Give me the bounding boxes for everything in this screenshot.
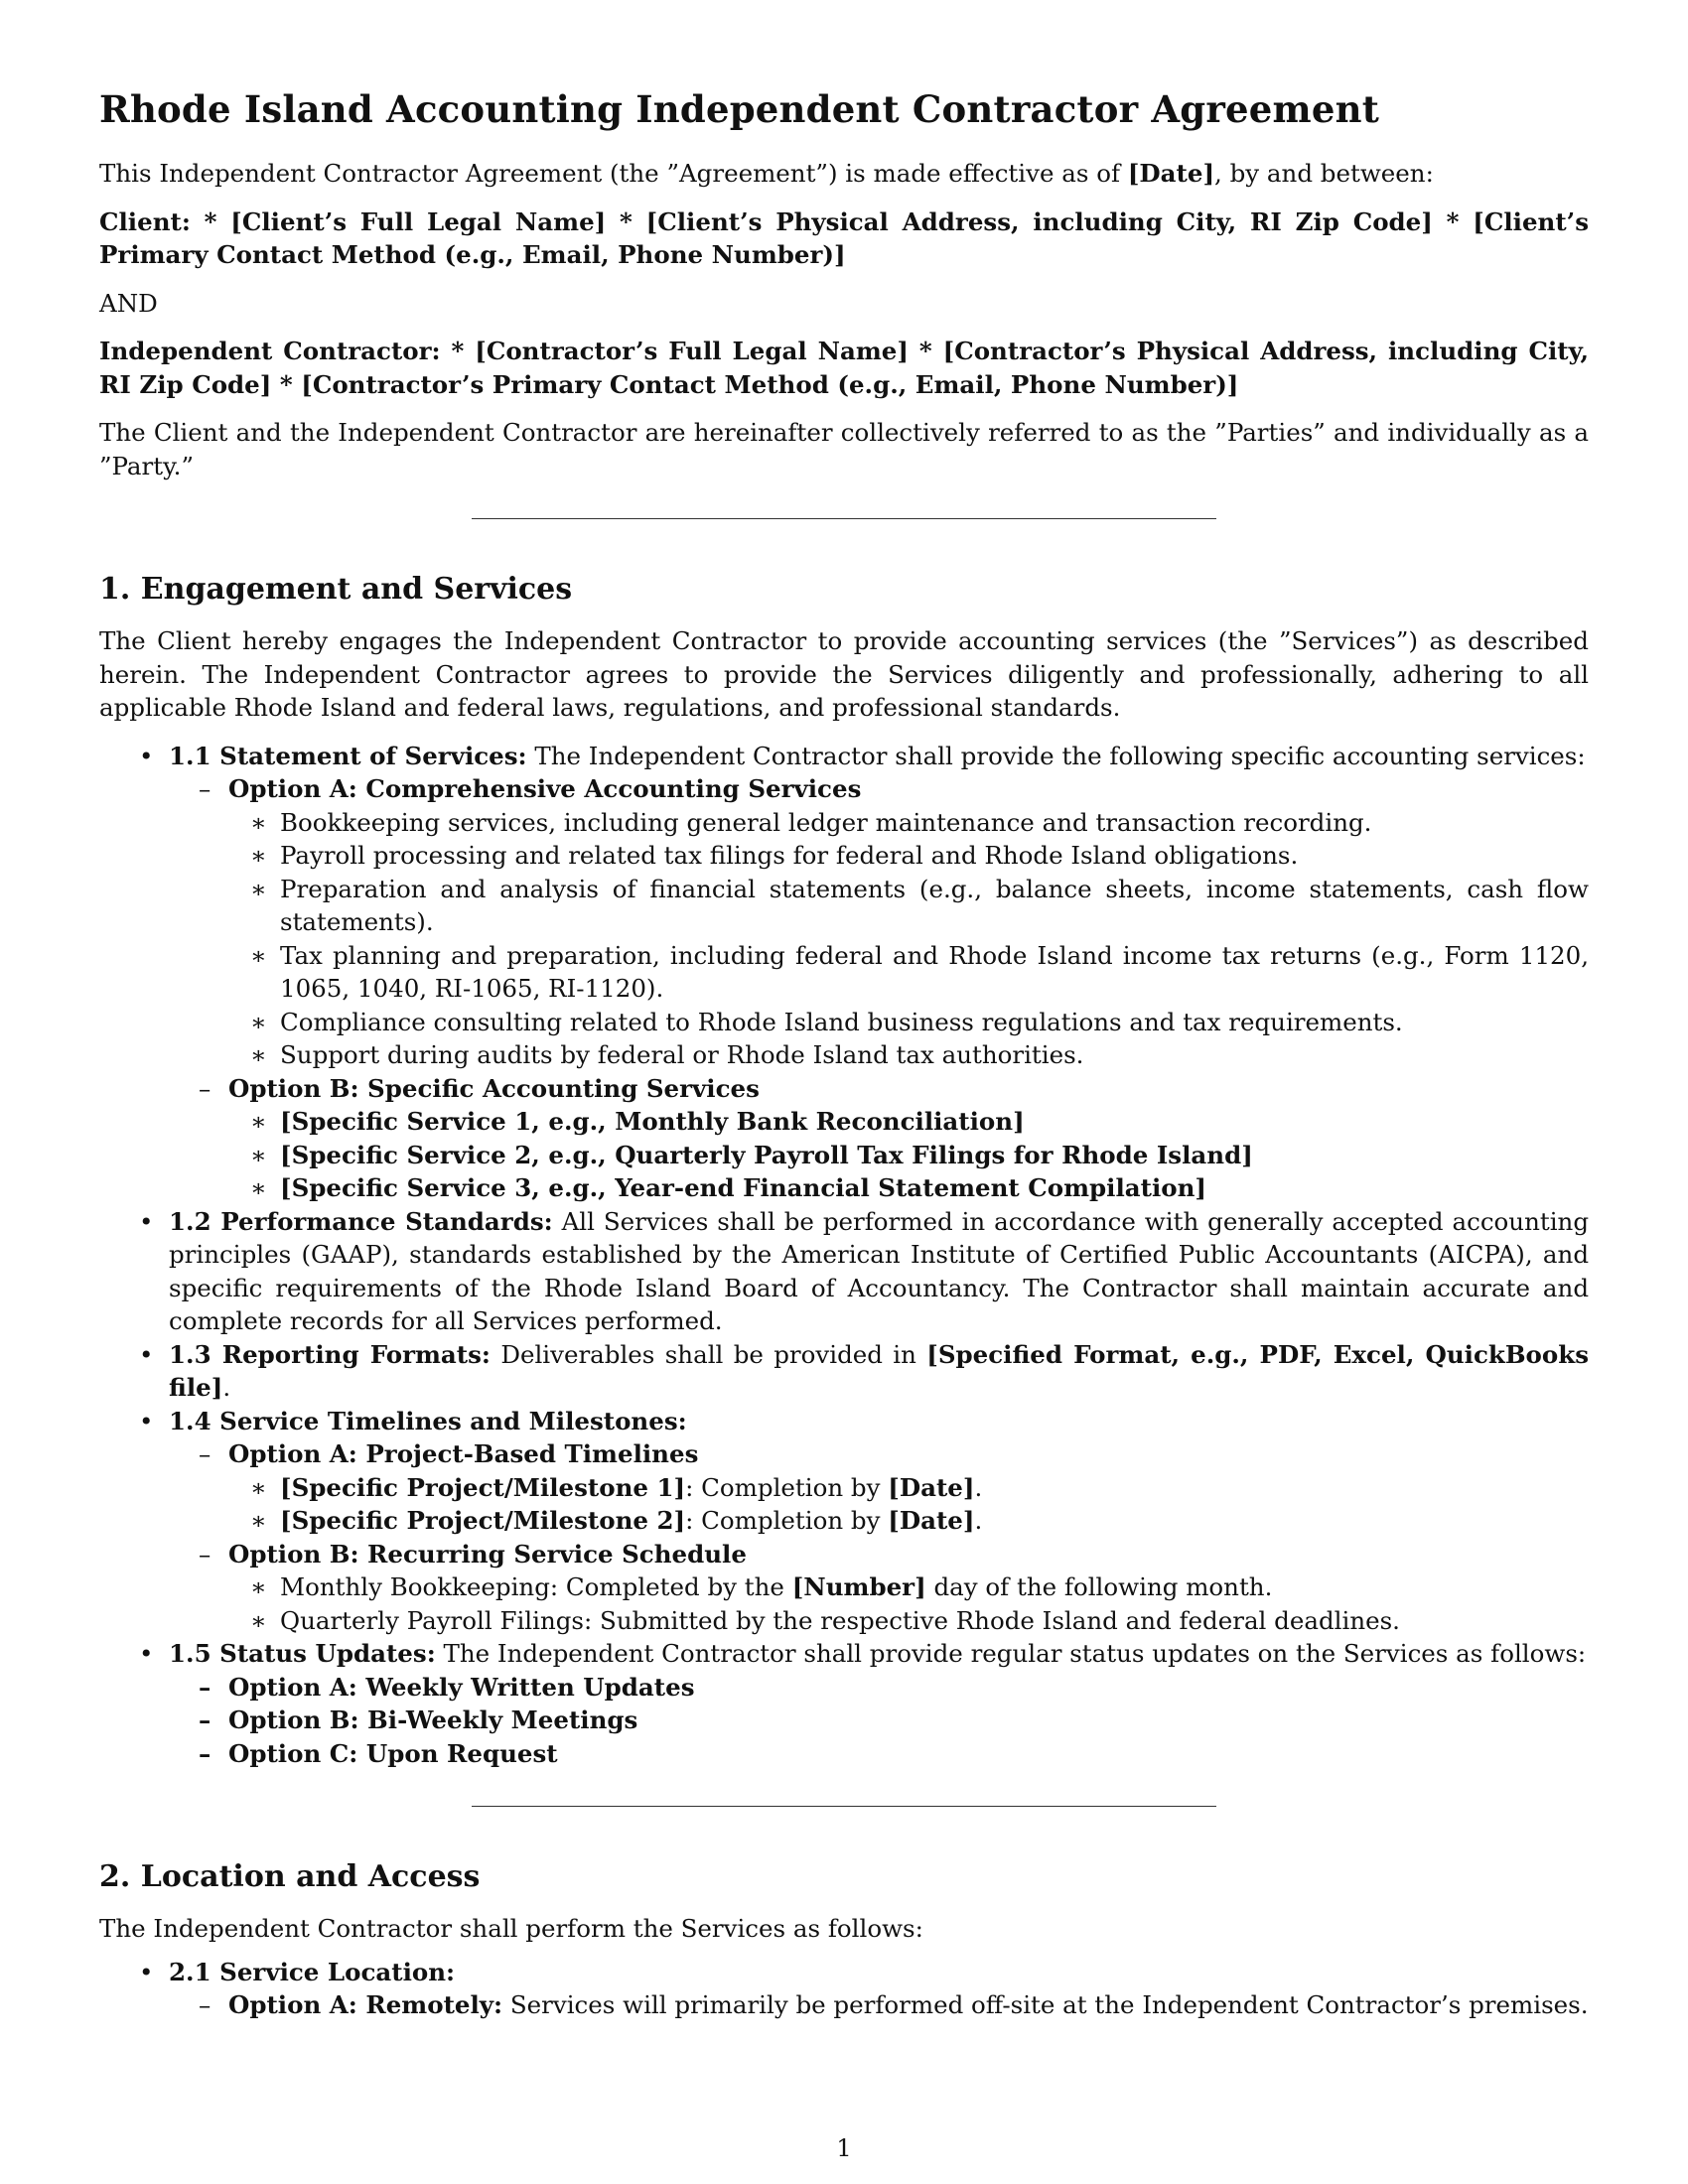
dash-marker: – — [199, 1990, 211, 2019]
item-text: All Services shall be performed in accordance with generally accepted accounting principles (GAAP), standards established by the American Institute of Certified Public Accountants (AICPA), and specific requirements of the Rhode Island Board of Accountancy. The Contractor shall maintain accurate and complete records for all Services performed. — [169, 1206, 1589, 1335]
section-2-intro: The Independent Contractor shall perform the Services as follows: — [99, 1914, 923, 1943]
sublist — [228, 1471, 1589, 1538]
list-item-text: : Completion by — [685, 1506, 889, 1535]
item-text: The Independent Contractor shall provide regular status updates on the Services as follows: — [435, 1639, 1587, 1668]
asterisk-marker: ∗ — [250, 1173, 267, 1202]
intro-text-end: , by and between: — [1214, 159, 1434, 188]
bullet-marker: • — [139, 741, 154, 770]
date-placeholder: [Date] — [888, 1506, 975, 1535]
option-c-upon-request — [99, 1737, 1589, 1771]
asterisk-marker: ∗ — [250, 1506, 267, 1535]
dash-marker: – — [199, 1738, 211, 1768]
list-item-1-5 — [99, 1637, 1589, 1770]
list-item-text-end: . — [974, 1472, 983, 1502]
sublist — [228, 1105, 1589, 1205]
asterisk-marker: ∗ — [250, 807, 267, 837]
option-label: Option A: Weekly Written Updates — [228, 1672, 695, 1702]
asterisk-marker: ∗ — [250, 1605, 267, 1635]
item-label: 1.3 Reporting Formats: — [169, 1339, 491, 1369]
list-item — [99, 1171, 1589, 1205]
item-label: 1.4 Service Timelines and Milestones: — [169, 1406, 687, 1435]
list-item-text: Bookkeeping services, including general ledger maintenance and transaction recording. — [280, 807, 1372, 837]
list-item-1-4 — [99, 1405, 1589, 1638]
dash-marker: – — [199, 1672, 211, 1702]
sublist — [169, 1988, 1589, 2022]
and-separator: AND — [99, 288, 158, 318]
client-details: * [Client’s Full Legal Name] * [Client’s Physical Address, including City, RI Zip Code] * [Client’s Primary Contact Method (e.g., Email, Phone Number)] — [99, 206, 1589, 269]
list-item-text-end: day of the following month. — [925, 1572, 1273, 1601]
asterisk-marker: ∗ — [250, 1040, 267, 1069]
item-label: 1.1 Statement of Services: — [169, 741, 527, 770]
list-item-text: : Completion by — [685, 1472, 889, 1502]
asterisk-marker: ∗ — [250, 1572, 267, 1601]
list-item — [99, 1604, 1589, 1638]
list-item-text: Monthly Bookkeeping: Completed by the — [280, 1572, 792, 1601]
option-label: Option C: Upon Request — [228, 1738, 558, 1768]
milestone-placeholder: [Specific Project/Milestone 2] — [280, 1506, 686, 1535]
list-item-text: Payroll processing and related tax filings for federal and Rhode Island obligations. — [280, 841, 1299, 870]
list-item — [99, 1038, 1589, 1072]
list-item — [99, 1139, 1589, 1172]
dash-marker: – — [199, 774, 211, 803]
item-label: 2.1 Service Location: — [169, 1957, 456, 1986]
intro-text: This Independent Contractor Agreement (the ”Agreement”) is made effective as of — [99, 159, 1128, 188]
option-label: Option A: Project-Based Timelines — [228, 1439, 699, 1468]
list-item — [99, 806, 1589, 840]
section-1-intro: The Client hereby engages the Independent Contractor to provide accounting services (the ”Services”) as described herein. The Independent Contractor agrees to provide the Services diligently and professionally, adhering to all applicable Rhode Island and federal laws, regulations, and professional standards. — [99, 626, 1589, 722]
list-item-1-2 — [99, 1205, 1589, 1338]
asterisk-marker: ∗ — [250, 841, 267, 870]
sublist — [169, 1437, 1589, 1637]
list-item — [99, 1471, 1589, 1505]
client-label: Client: — [99, 206, 191, 236]
list-item — [99, 839, 1589, 873]
sublist — [228, 806, 1589, 1072]
section-1-list — [99, 740, 1589, 1771]
date-placeholder: [Date] — [888, 1472, 975, 1502]
item-label: 1.5 Status Updates: — [169, 1639, 436, 1668]
number-placeholder: [Number] — [791, 1572, 926, 1601]
intro-paragraph — [99, 157, 1589, 191]
asterisk-marker: ∗ — [250, 1472, 267, 1502]
asterisk-marker: ∗ — [250, 1107, 267, 1136]
contractor-block — [99, 335, 1589, 401]
option-label: Option B: Specific Accounting Services — [228, 1073, 760, 1103]
option-text: Services will primarily be performed off-site at the Independent Contractor’s premises. — [502, 1990, 1589, 2019]
item-text: The Independent Contractor shall provide the following specific accounting services: — [526, 741, 1586, 770]
page-number: 1 — [836, 2134, 852, 2162]
list-item-text: [Specific Service 3, e.g., Year-end Financial Statement Compilation] — [280, 1173, 1207, 1202]
list-item — [99, 873, 1589, 939]
document-title: Rhode Island Accounting Independent Contractor Agreement — [99, 87, 1380, 131]
bullet-marker: • — [139, 1206, 154, 1236]
item-text-end: . — [222, 1373, 231, 1402]
list-item-text: Tax planning and preparation, including federal and Rhode Island income tax returns (e.g., Form 1120, 1065, 1040, RI-1065, RI-1120). — [280, 940, 1589, 1003]
effective-date-placeholder: [Date] — [1127, 159, 1215, 188]
bullet-marker: • — [139, 1639, 154, 1668]
sublist — [169, 772, 1589, 1205]
document-page — [99, 87, 1589, 2022]
option-b-recurring-schedule — [99, 1538, 1589, 1638]
option-label: Option A: Remotely: — [228, 1990, 503, 2019]
option-a-remotely — [99, 1988, 1589, 2022]
dash-marker: – — [199, 1439, 211, 1468]
list-item-text: Compliance consulting related to Rhode Island business regulations and tax requirements. — [280, 1007, 1403, 1036]
option-a-comprehensive — [99, 772, 1589, 1072]
list-item-1-3 — [99, 1338, 1589, 1405]
section-divider — [472, 1806, 1216, 1807]
option-b-specific — [99, 1072, 1589, 1205]
dash-marker: – — [199, 1073, 211, 1103]
list-item — [99, 1504, 1589, 1538]
item-text: Deliverables shall be provided in — [490, 1339, 927, 1369]
item-label: 1.2 Performance Standards: — [169, 1206, 553, 1236]
contractor-label: Independent Contractor: — [99, 337, 441, 365]
section-1-heading: 1. Engagement and Services — [99, 572, 573, 607]
section-2-heading: 2. Location and Access — [99, 1859, 481, 1894]
option-label: Option B: Bi-Weekly Meetings — [228, 1706, 638, 1734]
list-item-2-1 — [99, 1956, 1589, 2022]
bullet-marker: • — [139, 1957, 154, 1986]
parties-paragraph: The Client and the Independent Contractor are hereinafter collectively referred to as the ”Parties” and individually as a ”Party.” — [99, 418, 1589, 480]
list-item — [99, 1006, 1589, 1039]
list-item-text: Support during audits by federal or Rhode Island tax authorities. — [280, 1040, 1084, 1069]
sublist — [228, 1570, 1589, 1637]
sublist — [169, 1671, 1589, 1771]
asterisk-marker: ∗ — [250, 1007, 267, 1036]
section-2-list — [99, 1956, 1589, 2022]
option-label: Option B: Recurring Service Schedule — [228, 1539, 747, 1569]
option-a-project-timelines — [99, 1437, 1589, 1538]
client-block — [99, 205, 1589, 272]
list-item-text: Quarterly Payroll Filings: Submitted by the respective Rhode Island and federal deadlines. — [280, 1605, 1400, 1635]
asterisk-marker: ∗ — [250, 940, 267, 970]
list-item-text: Preparation and analysis of financial statements (e.g., balance sheets, income statements, cash flow statements). — [280, 874, 1589, 936]
dash-marker: – — [199, 1539, 211, 1569]
list-item — [99, 939, 1589, 1006]
bullet-marker: • — [139, 1406, 154, 1435]
asterisk-marker: ∗ — [250, 874, 267, 903]
bullet-marker: • — [139, 1339, 154, 1369]
list-item — [99, 1105, 1589, 1139]
dash-marker: – — [199, 1706, 211, 1734]
option-label: Option A: Comprehensive Accounting Services — [228, 774, 862, 803]
contractor-details: * [Contractor’s Full Legal Name] * [Contractor’s Physical Address, including City, RI Zip Code] * [Contractor’s Primary Contact Method (e.g., Email, Phone Number)] — [99, 337, 1590, 399]
list-item — [99, 1570, 1589, 1604]
list-item-1-1 — [99, 740, 1589, 1205]
section-divider — [472, 518, 1216, 519]
option-a-weekly — [99, 1671, 1589, 1705]
list-item-text: [Specific Service 1, e.g., Monthly Bank Reconciliation] — [280, 1107, 1025, 1136]
format-placeholder: [Specified Format, e.g., PDF, Excel, QuickBooks file] — [169, 1339, 1589, 1402]
list-item-text: [Specific Service 2, e.g., Quarterly Payroll Tax Filings for Rhode Island] — [280, 1140, 1253, 1169]
option-b-biweekly — [99, 1704, 1589, 1737]
milestone-placeholder: [Specific Project/Milestone 1] — [280, 1472, 686, 1502]
list-item-text-end: . — [974, 1506, 983, 1535]
asterisk-marker: ∗ — [250, 1140, 267, 1169]
